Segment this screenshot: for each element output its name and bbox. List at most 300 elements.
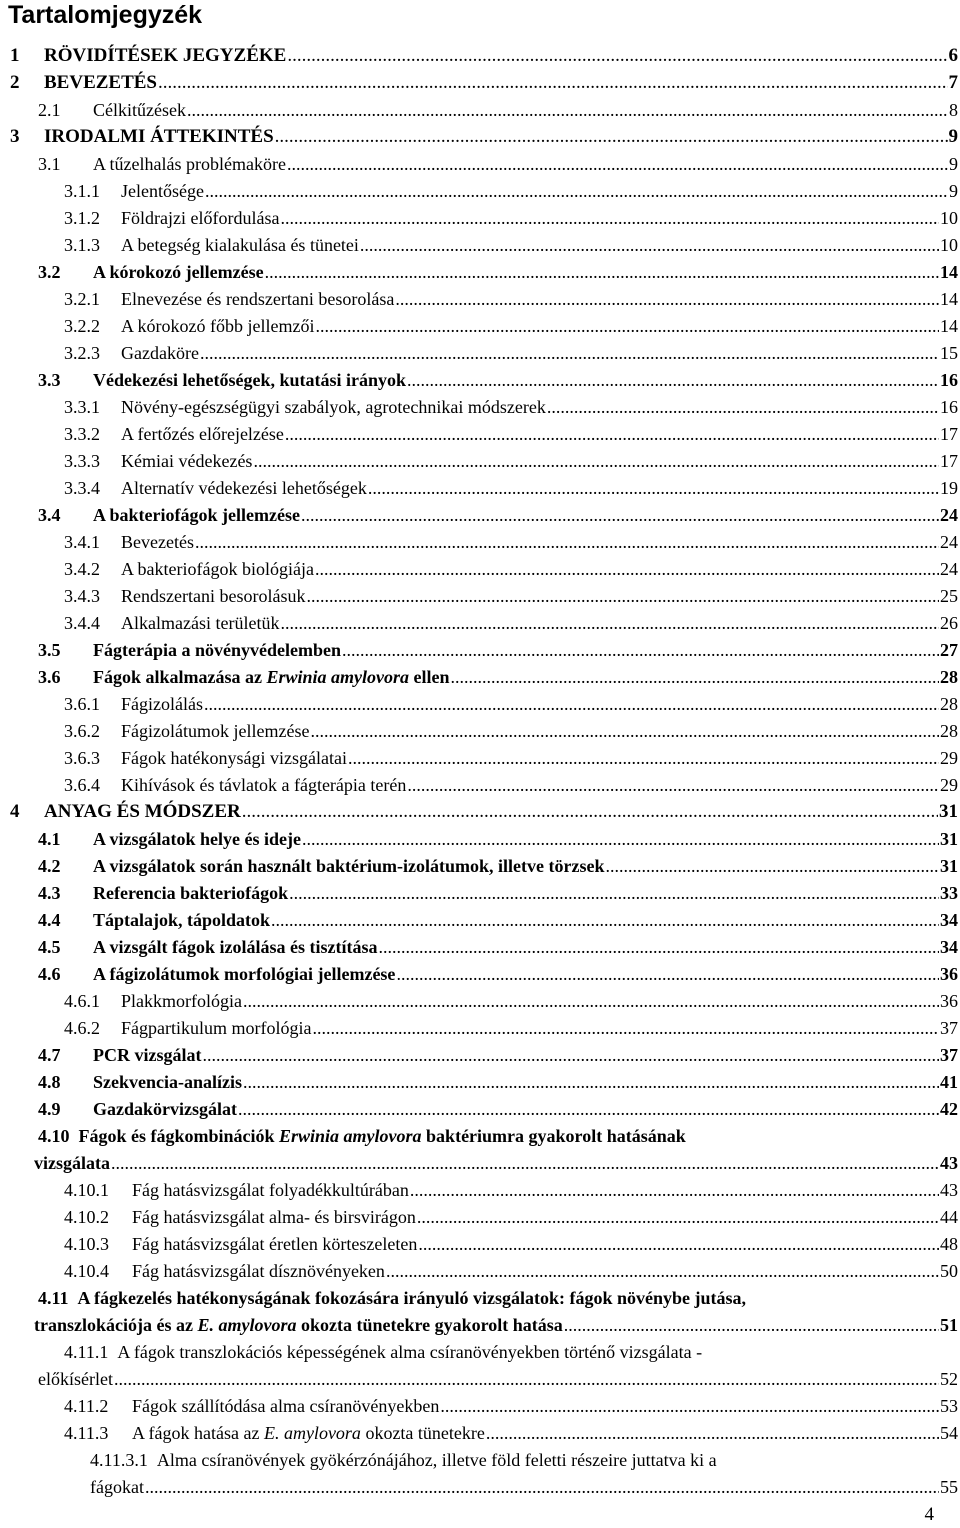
toc-entry-number: 3.6 [38, 667, 61, 687]
toc-entry-line1[interactable] [38, 1123, 686, 1149]
toc-entry-number: 4.4 [38, 910, 61, 930]
toc-entry[interactable] [0, 826, 960, 852]
toc-entry[interactable] [0, 880, 960, 906]
toc-entry-number: 4.8 [38, 1072, 61, 1092]
toc-entry-page: 24 [940, 532, 958, 552]
dot-leader [564, 1312, 939, 1338]
toc-entry-number: 3.4.1 [64, 532, 100, 552]
toc-entry[interactable] [0, 286, 960, 312]
toc-entry-title [10, 43, 286, 69]
entry-text: A bakteriofágok biológiája [121, 559, 314, 579]
entry-text: A fágok hatása az [132, 1423, 264, 1443]
toc-entry-title [64, 691, 203, 717]
toc-entry-title [64, 745, 347, 771]
toc-entry[interactable] [0, 1069, 960, 1095]
toc-entry-title [34, 1150, 110, 1176]
toc-entry[interactable] [0, 502, 960, 528]
toc-entry[interactable] [0, 718, 960, 744]
toc-entry-page: 15 [940, 343, 958, 363]
toc-entry-title [64, 178, 204, 204]
toc-entry-number: 3.2.1 [64, 289, 100, 309]
entry-text: A fertőzés előrejelzése [121, 424, 284, 444]
toc-entry-page: 42 [940, 1099, 958, 1119]
toc-entry[interactable] [0, 853, 960, 879]
dot-leader [302, 826, 939, 852]
toc-entry-page: 14 [940, 289, 958, 309]
toc-entry-line1[interactable] [38, 1285, 746, 1311]
dot-leader [440, 1393, 939, 1419]
dot-leader [395, 286, 939, 312]
toc-entry-line1[interactable] [64, 1339, 702, 1365]
toc-entry-title [38, 259, 264, 285]
entry-text: Táptalajok, tápoldatok [93, 910, 271, 930]
toc-entry-page: 25 [940, 586, 958, 606]
toc-entry-number: 3.6.3 [64, 748, 100, 768]
entry-text: Jelentősége [121, 181, 204, 201]
toc-entry-page: 31 [939, 801, 958, 822]
entry-text: Fágok szállítódása alma csíranövényekben [132, 1396, 440, 1416]
toc-entry-page: 31 [940, 856, 958, 876]
toc-entry[interactable] [0, 340, 960, 366]
toc-entry[interactable] [0, 151, 960, 177]
toc-entry-title [38, 853, 604, 879]
toc-entry-page: 50 [940, 1261, 958, 1281]
dot-leader [111, 1150, 939, 1176]
dot-leader [407, 772, 939, 798]
entry-text: Alma csíranövények gyökérzónájához, illetve föld feletti részeire juttatva ki a [156, 1450, 717, 1470]
toc-entry-page: 48 [940, 1234, 958, 1254]
toc-entry[interactable] [0, 637, 960, 663]
entry-text: Fágok és fágkombinációk [78, 1126, 280, 1146]
toc-entry-number: 3.4 [38, 505, 61, 525]
toc-entry-title [64, 313, 314, 339]
dot-leader [238, 1096, 939, 1122]
toc-entry[interactable] [0, 1177, 960, 1203]
dot-leader [301, 502, 939, 528]
toc-entry-title [38, 1096, 237, 1122]
entry-text: A betegség kialakulása és tünetei [121, 235, 359, 255]
toc-entry[interactable] [0, 772, 960, 798]
toc-entry[interactable] [0, 70, 960, 96]
entry-text: Fág hatásvizsgálat folyadékkultúrában [132, 1180, 409, 1200]
entry-text: Alternatív védekezési lehetőségek [121, 478, 367, 498]
toc-entry[interactable] [0, 1393, 960, 1419]
dot-leader [243, 1069, 939, 1095]
entry-text: A tűzelhalás problémaköre [93, 154, 286, 174]
toc-entry-number: 3.6.4 [64, 775, 100, 795]
toc-entry-page: 29 [940, 775, 958, 795]
toc-entry[interactable] [0, 610, 960, 636]
toc-entry-number: 4.11.2 [64, 1396, 109, 1416]
entry-text: Célkitűzések [93, 100, 186, 120]
toc-entry[interactable] [0, 1231, 960, 1257]
toc-entry-number: 3 [10, 126, 20, 147]
dot-leader [158, 70, 948, 96]
toc-entry[interactable] [0, 1042, 960, 1068]
toc-entry-number: 4.6.1 [64, 991, 100, 1011]
entry-text: Fágterápia a növényvédelemben [93, 640, 341, 660]
dot-leader [306, 583, 939, 609]
toc-entry-number: 3.4.4 [64, 613, 100, 633]
toc-entry-title [34, 1312, 563, 1338]
toc-entry[interactable] [0, 529, 960, 555]
entry-text: baktériumra gyakorolt hatásának [421, 1126, 686, 1146]
entry-text: Szekvencia-analízis [93, 1072, 242, 1092]
toc-entry[interactable] [0, 691, 960, 717]
toc-entry[interactable] [0, 556, 960, 582]
toc-entry-number: 3.6.2 [64, 721, 100, 741]
toc-entry-title [64, 1231, 417, 1257]
toc-entry[interactable] [0, 421, 960, 447]
toc-entry-number: 4 [10, 801, 20, 822]
dot-leader [202, 1042, 939, 1068]
toc-entry-page: 37 [940, 1045, 958, 1065]
toc-entry-number: 4.10.4 [64, 1261, 109, 1281]
toc-entry-title [64, 232, 359, 258]
dot-leader [253, 448, 939, 474]
dot-leader [114, 1366, 939, 1392]
toc-entry[interactable] [0, 1258, 960, 1284]
entry-text: előkísérlet [38, 1369, 113, 1389]
toc-entry-title [64, 718, 309, 744]
entry-text: okozta tünetekre [360, 1423, 485, 1443]
entry-text: Gazdakörvizsgálat [93, 1099, 237, 1119]
entry-text-italic: Erwinia amylovora [266, 667, 410, 687]
dot-leader [280, 610, 939, 636]
toc-entry-page: 33 [940, 883, 958, 903]
dot-leader [396, 961, 939, 987]
toc-entry-title [38, 1366, 113, 1392]
toc-entry[interactable] [0, 448, 960, 474]
entry-text: Plakkmorfológia [121, 991, 242, 1011]
entry-text: Rendszertani besorolásuk [121, 586, 306, 606]
toc-entry-line1[interactable] [90, 1447, 717, 1473]
toc-entry-number: 4.6 [38, 964, 61, 984]
toc-entry-page: 17 [940, 424, 958, 444]
toc-entry[interactable] [0, 1096, 960, 1122]
toc-entry-number: 4.6.2 [64, 1018, 100, 1038]
toc-entry-page: 52 [940, 1369, 958, 1389]
toc-entry-title [64, 1177, 409, 1203]
toc-entry-number: 3.3 [38, 370, 61, 390]
entry-text: A vizsgálatok során használt baktérium-izolátumok, illetve törzsek [93, 856, 605, 876]
toc-entry-title [38, 1069, 242, 1095]
toc-entry-number: 4.3 [38, 883, 61, 903]
entry-text: Védekezési lehetőségek, kutatási irányok [93, 370, 406, 390]
entry-text: A vizsgálatok helye és ideje [93, 829, 301, 849]
entry-text: Kémiai védekezés [121, 451, 253, 471]
toc-entry-title [10, 70, 157, 96]
toc-entry-page: 34 [940, 937, 958, 957]
entry-text: A fágok transzlokációs képességének alma csíranövényekben történő vizsgálata - [117, 1342, 703, 1362]
dot-leader [200, 340, 939, 366]
toc-entry-number: 4.11.3.1 [90, 1450, 157, 1470]
toc-entry-number: 3.2.2 [64, 316, 100, 336]
toc-entry-number: 3.1 [38, 154, 61, 174]
dot-leader [315, 556, 939, 582]
entry-text: Fágok hatékonysági vizsgálatai [121, 748, 347, 768]
toc-entry-number: 3.2 [38, 262, 61, 282]
entry-text: Bevezetés [121, 532, 194, 552]
entry-text: Fágok alkalmazása az [93, 667, 267, 687]
toc-entry-number: 3.1.3 [64, 235, 100, 255]
toc-entry-page: 28 [940, 694, 958, 714]
toc-entry-page: 7 [948, 72, 958, 93]
entry-text: Fág hatásvizsgálat éretlen körteszeleten [132, 1234, 418, 1254]
page-title: Tartalomjegyzék [8, 1, 203, 29]
entry-text: Elnevezése és rendszertani besorolása [121, 289, 395, 309]
toc-entry-title [64, 421, 284, 447]
toc-entry-page: 16 [940, 370, 958, 390]
toc-entry-page: 24 [940, 505, 958, 525]
dot-leader [287, 43, 947, 69]
entry-text: Fágizolálás [121, 694, 203, 714]
toc-entry-title [64, 1204, 416, 1230]
toc-entry-number: 3.4.3 [64, 586, 100, 606]
dot-leader [242, 799, 938, 825]
toc-entry[interactable] [0, 1150, 960, 1176]
toc-entry-number: 3.2.3 [64, 343, 100, 363]
toc-entry[interactable] [0, 259, 960, 285]
toc-entry-page: 28 [940, 721, 958, 741]
toc-entry-title [10, 799, 241, 825]
toc-entry-title [64, 772, 406, 798]
toc-entry[interactable] [0, 97, 960, 123]
toc-entry-title [64, 556, 314, 582]
dot-leader [407, 367, 939, 393]
toc-entry-number: 3.3.4 [64, 478, 100, 498]
entry-text: Fágpartikulum morfológia [121, 1018, 312, 1038]
toc-entry-number: 4.7 [38, 1045, 61, 1065]
toc-entry[interactable] [0, 232, 960, 258]
toc-entry-page: 41 [940, 1072, 958, 1092]
dot-leader [271, 907, 939, 933]
toc-entry-page: 36 [940, 991, 958, 1011]
toc-entry-title [64, 475, 367, 501]
entry-text: Növény-egészségügyi szabályok, agrotechnikai módszerek [121, 397, 546, 417]
toc-entry-number: 4.1 [38, 829, 61, 849]
toc-entry[interactable] [0, 367, 960, 393]
toc-entry-page: 53 [940, 1396, 958, 1416]
toc-entry[interactable] [0, 394, 960, 420]
toc-entry-title [64, 394, 546, 420]
entry-text: Fág hatásvizsgálat dísznövényeken [132, 1261, 385, 1281]
toc-entry-title [38, 907, 270, 933]
dot-leader [486, 1420, 939, 1446]
entry-text: Földrajzi előfordulása [121, 208, 280, 228]
toc-entry-title [38, 1042, 201, 1068]
toc-entry-page: 54 [940, 1423, 958, 1443]
toc-entry[interactable] [0, 799, 960, 825]
toc-entry-number: 4.10.3 [64, 1234, 109, 1254]
toc-entry-number: 1 [10, 45, 20, 66]
entry-text: Referencia bakteriofágok [93, 883, 289, 903]
toc-entry-number: 3.4.2 [64, 559, 100, 579]
toc-entry-title [38, 502, 300, 528]
toc-entry-number: 3.1.1 [64, 181, 100, 201]
dot-leader [417, 1204, 939, 1230]
dot-leader [547, 394, 939, 420]
toc-entry[interactable] [0, 934, 960, 960]
toc-entry-number: 4.10.1 [64, 1180, 109, 1200]
entry-text: Fágizolátumok jellemzése [121, 721, 310, 741]
entry-text-italic: E. amylovora [263, 1423, 361, 1443]
dot-leader [243, 988, 939, 1014]
toc-entry-page: 8 [949, 100, 958, 120]
toc-entry-number: 3.1.2 [64, 208, 100, 228]
toc-entry-page: 10 [940, 235, 958, 255]
dot-leader [418, 1231, 939, 1257]
toc-entry[interactable] [0, 313, 960, 339]
dot-leader [195, 529, 939, 555]
toc-entry-page: 34 [940, 910, 958, 930]
toc-entry[interactable] [0, 43, 960, 69]
toc-entry[interactable] [0, 1474, 960, 1500]
dot-leader [265, 259, 939, 285]
toc-entry-page: 9 [949, 154, 958, 174]
toc-entry-page: 31 [940, 829, 958, 849]
toc-entry-page: 29 [940, 748, 958, 768]
toc-entry[interactable] [0, 1366, 960, 1392]
entry-text-italic: Erwinia amylovora [279, 1126, 422, 1146]
toc-entry-page: 44 [940, 1207, 958, 1227]
toc-entry-number: 4.11 [38, 1288, 78, 1308]
entry-text: A fágizolátumok morfológiai jellemzése [93, 964, 396, 984]
toc-entry-page: 14 [940, 262, 958, 282]
dot-leader [386, 1258, 939, 1284]
toc-entry[interactable] [0, 1420, 960, 1446]
toc-entry-page: 51 [940, 1315, 958, 1335]
toc-entry-page: 9 [948, 126, 958, 147]
entry-text: RÖVIDÍTÉSEK JEGYZÉKE [44, 45, 287, 66]
entry-text: vizsgálata [34, 1153, 110, 1173]
dot-leader [451, 664, 939, 690]
entry-text: Fág hatásvizsgálat alma- és birsvirágon [132, 1207, 416, 1227]
toc-entry-title [38, 151, 286, 177]
toc-entry-title [38, 880, 288, 906]
toc-entry-title [10, 124, 274, 150]
toc-entry-title [64, 529, 194, 555]
toc-entry-title [64, 1420, 485, 1446]
dot-leader [289, 880, 939, 906]
entry-text: ANYAG ÉS MÓDSZER [44, 801, 241, 822]
toc-entry[interactable] [0, 907, 960, 933]
toc-entry-page: 14 [940, 316, 958, 336]
entry-text: Kihívások és távlatok a fágterápia terén [121, 775, 407, 795]
dot-leader [285, 421, 939, 447]
toc-entry-title [64, 448, 252, 474]
toc-entry-number: 2.1 [38, 100, 61, 120]
toc-entry-title [38, 637, 341, 663]
page-number: 4 [924, 1504, 934, 1525]
toc-entry[interactable] [0, 124, 960, 150]
dot-leader [342, 637, 939, 663]
dot-leader [145, 1474, 939, 1500]
dot-leader [368, 475, 939, 501]
toc-entry-page: 17 [940, 451, 958, 471]
toc-entry-number: 3.3.3 [64, 451, 100, 471]
toc-entry-title [64, 340, 199, 366]
entry-text: PCR vizsgálat [93, 1045, 202, 1065]
toc-entry[interactable] [0, 475, 960, 501]
toc-entry-number: 3.6.1 [64, 694, 100, 714]
toc-entry-page: 10 [940, 208, 958, 228]
toc-entry[interactable] [0, 583, 960, 609]
toc-entry-title [38, 961, 395, 987]
entry-text-italic: E. amylovora [197, 1315, 297, 1335]
toc-entry-page: 55 [940, 1477, 958, 1497]
toc-entry[interactable] [0, 664, 960, 690]
entry-text: A kórokozó jellemzése [93, 262, 264, 282]
toc-entry-title [38, 934, 377, 960]
entry-text: okozta tünetekre gyakorolt hatása [296, 1315, 563, 1335]
dot-leader [280, 205, 939, 231]
toc-entry-number: 3.3.2 [64, 424, 100, 444]
dot-leader [360, 232, 939, 258]
toc-entry[interactable] [0, 178, 960, 204]
toc-entry-title [38, 664, 450, 690]
toc-entry-title [64, 286, 394, 312]
entry-text: ellen [409, 667, 450, 687]
toc-entry-page: 43 [940, 1153, 958, 1173]
toc-entry[interactable] [0, 205, 960, 231]
toc-entry[interactable] [0, 1312, 960, 1338]
entry-text: A kórokozó főbb jellemzői [121, 316, 315, 336]
toc-entry-number: 4.5 [38, 937, 61, 957]
entry-text: Alkalmazási területük [121, 613, 280, 633]
toc-entry[interactable] [0, 745, 960, 771]
toc-entry-page: 19 [940, 478, 958, 498]
toc-entry-title [38, 97, 186, 123]
toc-entry-page: 26 [940, 613, 958, 633]
toc-entry-number: 4.2 [38, 856, 61, 876]
toc-entry[interactable] [0, 961, 960, 987]
toc-entry[interactable] [0, 1015, 960, 1041]
toc-entry-page: 16 [940, 397, 958, 417]
toc-entry-page: 6 [948, 45, 958, 66]
toc-entry-page: 36 [940, 964, 958, 984]
toc-entry[interactable] [0, 988, 960, 1014]
entry-text: Gazdaköre [121, 343, 199, 363]
dot-leader [205, 178, 948, 204]
dot-leader [378, 934, 939, 960]
toc-entry-title [64, 988, 242, 1014]
toc-entry-title [38, 367, 406, 393]
toc-entry-number: 4.9 [38, 1099, 61, 1119]
entry-text: IRODALMI ÁTTEKINTÉS [44, 126, 274, 147]
toc-entry-title [64, 205, 279, 231]
toc-entry-title [38, 826, 301, 852]
dot-leader [204, 691, 939, 717]
toc-entry-page: 24 [940, 559, 958, 579]
dot-leader [187, 97, 948, 123]
entry-text: transzlokációja és az [34, 1315, 198, 1335]
toc-entry-page: 43 [940, 1180, 958, 1200]
dot-leader [275, 124, 948, 150]
toc-entry-page: 27 [940, 640, 958, 660]
entry-text: A bakteriofágok jellemzése [93, 505, 300, 525]
entry-text: fágokat [90, 1477, 144, 1497]
dot-leader [315, 313, 939, 339]
toc-entry-page: 9 [949, 181, 958, 201]
toc-entry-number: 4.10 [38, 1126, 79, 1146]
toc-entry[interactable] [0, 1204, 960, 1230]
toc-entry-number: 2 [10, 72, 20, 93]
toc-entry-title [64, 1258, 385, 1284]
entry-text: A vizsgált fágok izolálása és tisztítása [93, 937, 378, 957]
toc-entry-title [64, 583, 305, 609]
toc-entry-title [64, 1015, 311, 1041]
